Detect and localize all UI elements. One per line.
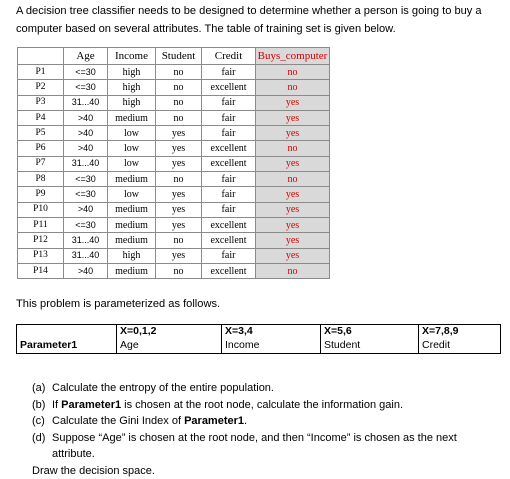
- cell-credit: fair: [202, 65, 256, 80]
- question-text: Calculate the entropy of the entire population.: [52, 380, 502, 397]
- cell-income: medium: [108, 172, 156, 187]
- cell-age: <=30: [64, 172, 108, 187]
- header-cell-age: Age: [64, 48, 108, 65]
- cell-age: 31...40: [64, 248, 108, 263]
- cell-age: <=30: [64, 80, 108, 95]
- param-x-credit: X=7,8,9: [419, 325, 501, 340]
- question-text: Suppose “Age” is chosen at the root node, and then “Income” is chosen as the next attribute.: [52, 430, 502, 463]
- cell-credit: excellent: [202, 233, 256, 248]
- question-param-ref: Parameter1: [184, 415, 244, 427]
- parameter-table: [16, 324, 501, 354]
- cell-id: P14: [18, 263, 64, 278]
- table-row: [18, 156, 330, 171]
- question-text-pre: If: [52, 399, 61, 411]
- param-attr-age: Age: [117, 339, 222, 354]
- cell-age: >40: [64, 202, 108, 217]
- table-row: [18, 248, 330, 263]
- param-x-income: X=3,4: [222, 325, 321, 340]
- param-cell-empty: [17, 325, 117, 340]
- cell-credit: fair: [202, 126, 256, 141]
- cell-income: high: [108, 248, 156, 263]
- cell-age: <=30: [64, 217, 108, 232]
- question-label: (c): [32, 413, 52, 430]
- question-text-post: .: [244, 415, 247, 427]
- cell-credit: fair: [202, 110, 256, 125]
- question-d: [32, 430, 502, 463]
- table-header-row: [18, 48, 330, 65]
- table-row: [18, 65, 330, 80]
- cell-credit: fair: [202, 248, 256, 263]
- cell-id: P5: [18, 126, 64, 141]
- cell-buys-computer: no: [256, 80, 330, 95]
- question-list: [32, 380, 502, 479]
- cell-id: P1: [18, 65, 64, 80]
- training-table: [17, 47, 330, 279]
- cell-student: no: [156, 80, 202, 95]
- cell-income: medium: [108, 233, 156, 248]
- cell-age: <=30: [64, 187, 108, 202]
- cell-id: P2: [18, 80, 64, 95]
- cell-credit: fair: [202, 172, 256, 187]
- cell-id: P11: [18, 217, 64, 232]
- table-row: [18, 202, 330, 217]
- cell-student: yes: [156, 248, 202, 263]
- header-cell-id: [18, 48, 64, 65]
- cell-buys-computer: yes: [256, 110, 330, 125]
- question-a: [32, 380, 502, 397]
- cell-student: no: [156, 172, 202, 187]
- header-cell-credit: Credit: [202, 48, 256, 65]
- cell-id: P6: [18, 141, 64, 156]
- cell-id: P13: [18, 248, 64, 263]
- table-row: [18, 126, 330, 141]
- cell-buys-computer: yes: [256, 187, 330, 202]
- cell-credit: fair: [202, 95, 256, 110]
- table-row: [18, 217, 330, 232]
- cell-credit: fair: [202, 187, 256, 202]
- cell-age: 31...40: [64, 156, 108, 171]
- cell-credit: excellent: [202, 141, 256, 156]
- cell-buys-computer: no: [256, 141, 330, 156]
- cell-income: low: [108, 126, 156, 141]
- cell-student: yes: [156, 217, 202, 232]
- problem-intro: A decision tree classifier needs to be designed to determine whether a person is going to buy a computer based on several attributes. The table of training set is given below.: [16, 2, 502, 38]
- cell-buys-computer: no: [256, 172, 330, 187]
- table-row: [18, 95, 330, 110]
- cell-student: no: [156, 263, 202, 278]
- cell-age: >40: [64, 110, 108, 125]
- cell-income: high: [108, 65, 156, 80]
- cell-age: >40: [64, 126, 108, 141]
- cell-id: P8: [18, 172, 64, 187]
- header-cell-student: Student: [156, 48, 202, 65]
- cell-credit: fair: [202, 202, 256, 217]
- cell-income: low: [108, 156, 156, 171]
- cell-income: low: [108, 187, 156, 202]
- question-text-post: is chosen at the root node, calculate the information gain.: [121, 399, 403, 411]
- param-row-label: Parameter1: [17, 339, 117, 354]
- question-param-ref: Parameter1: [61, 399, 121, 411]
- cell-buys-computer: no: [256, 65, 330, 80]
- param-attr-income: Income: [222, 339, 321, 354]
- param-row-attr: [17, 339, 501, 354]
- cell-income: low: [108, 141, 156, 156]
- cell-student: no: [156, 65, 202, 80]
- cell-age: <=30: [64, 65, 108, 80]
- table-row: [18, 263, 330, 278]
- table-row: [18, 141, 330, 156]
- question-text: [52, 413, 502, 430]
- table-row: [18, 110, 330, 125]
- cell-age: 31...40: [64, 233, 108, 248]
- cell-income: medium: [108, 263, 156, 278]
- cell-student: yes: [156, 126, 202, 141]
- header-cell-buys-computer: Buys_computer: [256, 48, 330, 65]
- cell-buys-computer: yes: [256, 233, 330, 248]
- cell-buys-computer: no: [256, 263, 330, 278]
- question-text-pre: Calculate the Gini Index of: [52, 415, 184, 427]
- cell-income: medium: [108, 217, 156, 232]
- header-cell-income: Income: [108, 48, 156, 65]
- cell-id: P12: [18, 233, 64, 248]
- cell-buys-computer: yes: [256, 217, 330, 232]
- question-label: (d): [32, 430, 52, 463]
- question-c: [32, 413, 502, 430]
- param-intro: This problem is parameterized as follows.: [16, 298, 220, 310]
- cell-id: P7: [18, 156, 64, 171]
- cell-buys-computer: yes: [256, 248, 330, 263]
- param-x-age: X=0,1,2: [117, 325, 222, 340]
- table-row: [18, 80, 330, 95]
- cell-age: 31...40: [64, 95, 108, 110]
- param-attr-credit: Credit: [419, 339, 501, 354]
- question-b: [32, 397, 502, 414]
- cell-credit: excellent: [202, 263, 256, 278]
- cell-credit: excellent: [202, 80, 256, 95]
- param-attr-student: Student: [321, 339, 419, 354]
- cell-credit: excellent: [202, 217, 256, 232]
- cell-student: yes: [156, 187, 202, 202]
- param-row-x: [17, 325, 501, 340]
- question-d-continuation: Draw the decision space.: [32, 463, 502, 479]
- question-label: (a): [32, 380, 52, 397]
- cell-income: medium: [108, 110, 156, 125]
- question-text: [52, 397, 502, 414]
- cell-buys-computer: yes: [256, 202, 330, 217]
- table-row: [18, 172, 330, 187]
- cell-student: no: [156, 233, 202, 248]
- cell-student: no: [156, 110, 202, 125]
- cell-age: >40: [64, 141, 108, 156]
- table-row: [18, 233, 330, 248]
- cell-buys-computer: yes: [256, 95, 330, 110]
- cell-income: high: [108, 95, 156, 110]
- cell-id: P4: [18, 110, 64, 125]
- cell-student: yes: [156, 202, 202, 217]
- cell-buys-computer: yes: [256, 156, 330, 171]
- cell-student: no: [156, 95, 202, 110]
- table-row: [18, 187, 330, 202]
- cell-buys-computer: yes: [256, 126, 330, 141]
- cell-id: P10: [18, 202, 64, 217]
- cell-student: yes: [156, 156, 202, 171]
- cell-id: P3: [18, 95, 64, 110]
- question-label: (b): [32, 397, 52, 414]
- param-x-student: X=5,6: [321, 325, 419, 340]
- cell-student: yes: [156, 141, 202, 156]
- cell-age: >40: [64, 263, 108, 278]
- cell-income: high: [108, 80, 156, 95]
- cell-credit: excellent: [202, 156, 256, 171]
- cell-id: P9: [18, 187, 64, 202]
- cell-income: medium: [108, 202, 156, 217]
